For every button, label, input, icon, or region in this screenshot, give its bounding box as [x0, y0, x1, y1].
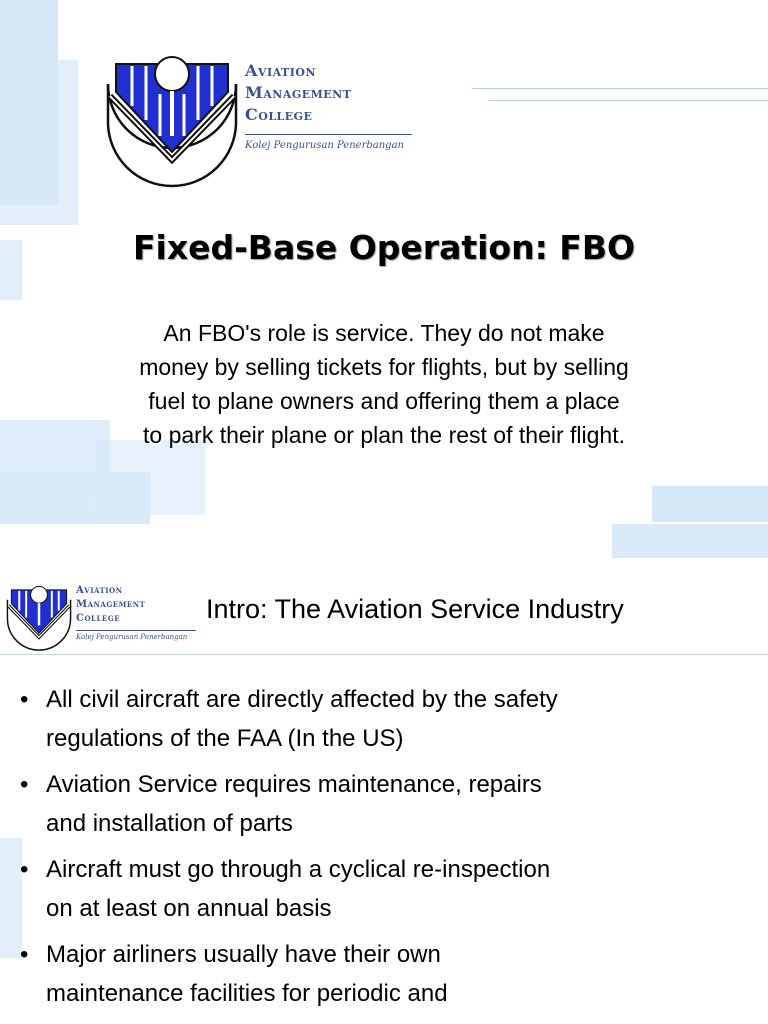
slide-intro — [0, 558, 768, 1024]
bullet-item — [20, 850, 750, 928]
logo-divider — [76, 630, 196, 631]
bullet-line: and installation of parts — [46, 810, 293, 837]
decor-block — [0, 60, 78, 225]
logo-wordmark — [245, 60, 351, 126]
bullet-line: Major airliners usually have their own — [46, 941, 441, 968]
decor-block — [612, 524, 768, 558]
logo-line-2: Management — [76, 599, 146, 610]
title-divider — [0, 654, 768, 655]
logo-subtitle: Kolej Pengurusan Penerbangan — [76, 633, 188, 641]
bullet-line: Aircraft must go through a cyclical re-inspection — [46, 856, 551, 883]
bullet-line: Aviation Service requires maintenance, repairs — [46, 771, 542, 798]
bullet-item — [20, 680, 750, 758]
bullet-line: All civil aircraft are directly affected by the safety — [46, 686, 558, 713]
bullet-line: maintenance facilities for periodic and — [46, 980, 448, 1007]
logo-line-1: Aviation — [76, 585, 123, 596]
slide-title: Fixed-Base Operation: FBO — [132, 228, 636, 267]
decor-block — [0, 472, 150, 524]
bullet-icon: • — [20, 941, 29, 968]
bullet-line: regulations of the FAA (In the US) — [46, 725, 404, 752]
logo-line-3: College — [76, 613, 121, 624]
logo-wordmark — [76, 584, 145, 626]
body-line: money by selling tickets for flights, but by selling — [139, 354, 629, 380]
bullet-line: on at least on annual basis — [46, 895, 332, 922]
bullet-icon: • — [20, 686, 29, 713]
college-logo-small — [4, 580, 204, 660]
bullet-list — [20, 680, 750, 1020]
decor-block — [652, 486, 768, 522]
logo-line-1: Aviation — [245, 61, 316, 80]
body-line: fuel to plane owners and offering them a place — [148, 388, 620, 414]
logo-line-2: Management — [245, 83, 352, 102]
college-logo — [102, 44, 422, 194]
logo-divider — [245, 134, 412, 135]
logo-subtitle: Kolej Pengurusan Penerbangan — [245, 140, 404, 151]
bullet-item — [20, 935, 750, 1013]
decor-block — [0, 838, 22, 958]
decor-line — [488, 100, 768, 101]
bullet-item — [20, 765, 750, 843]
slide-body — [50, 316, 718, 452]
body-line: An FBO's role is service. They do not make — [163, 320, 605, 346]
body-line: to park their plane or plan the rest of their flight. — [143, 422, 625, 448]
bullet-icon: • — [20, 856, 29, 883]
bullet-icon: • — [20, 771, 29, 798]
decor-line — [472, 88, 768, 89]
logo-line-3: College — [245, 105, 313, 124]
logo-emblem-icon — [102, 44, 242, 194]
logo-emblem-icon — [4, 580, 74, 654]
slide-title: Intro: The Aviation Service Industry — [206, 594, 624, 624]
